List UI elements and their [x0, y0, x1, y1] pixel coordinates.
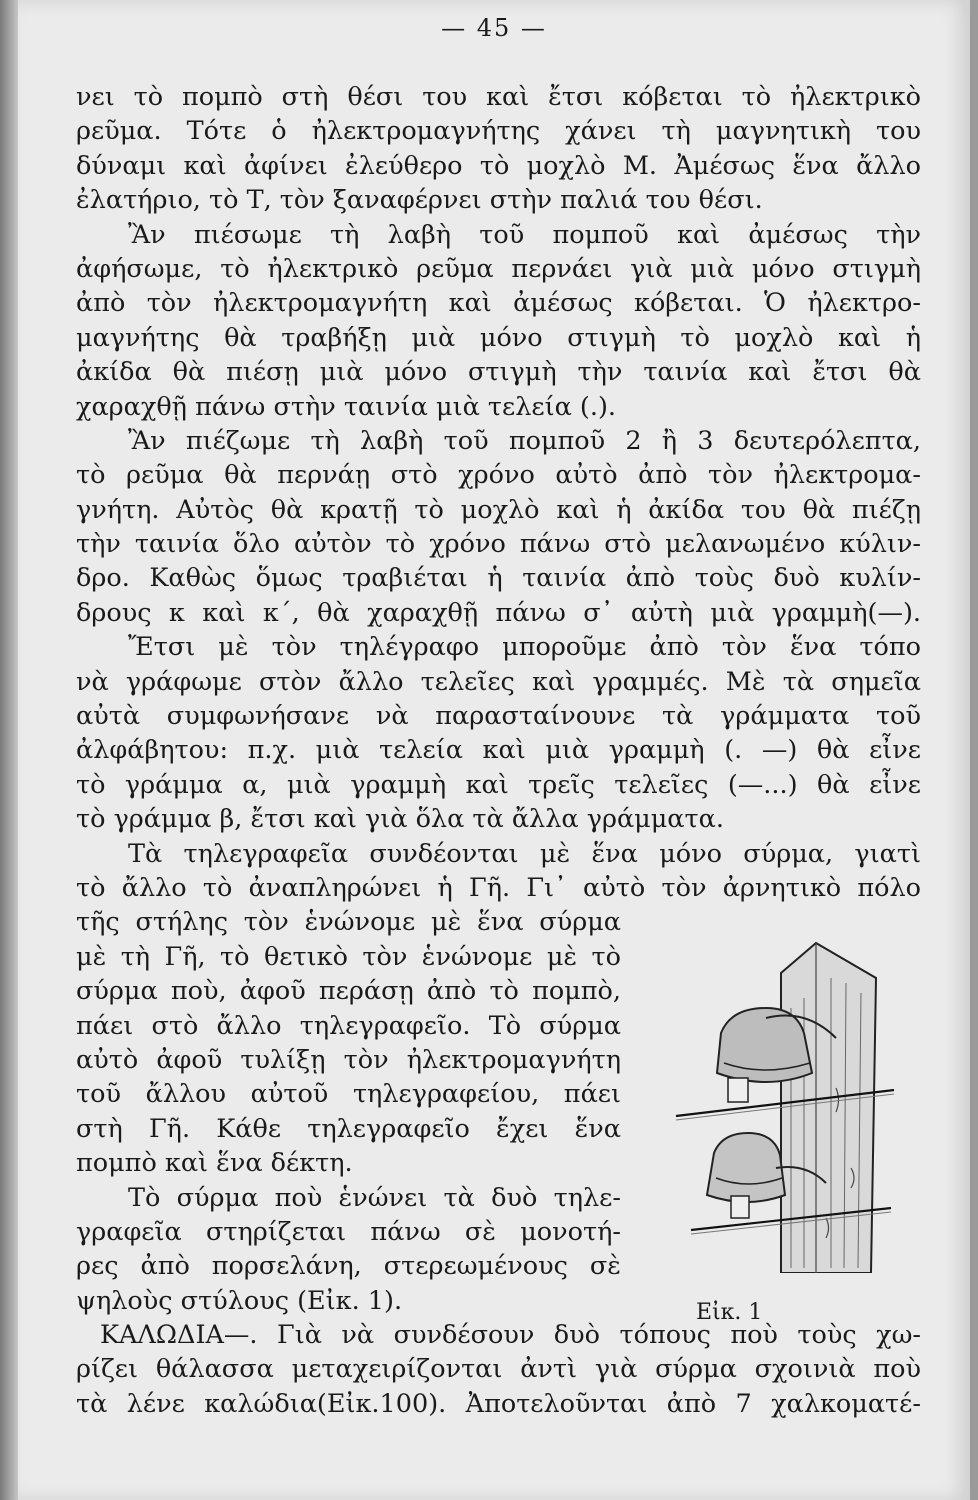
text-line: Ἔτσι μὲ τὸν τηλέγραφο μποροῦμε ἀπὸ τὸν ἕνα τόπο [128, 632, 921, 663]
text-line: δρους κ καὶ κ΄, θὰ χαραχθῇ πάνω σ᾿ αὐτὴ μιὰ γραμμὴ(—). [76, 597, 921, 628]
text-line: ΚΑΛΩΔΙΑ—. Γιὰ νὰ συνδέσουν δυὸ τόπους ποὺ τοὺς χω- [100, 1320, 921, 1351]
text-line: ἀλφάβητου: π.χ. μιὰ τελεία καὶ μιὰ γραμμὴ (. —) θὰ εἶνε [76, 735, 921, 766]
text-line: δρο. Καθὼς ὅμως τραβιέται ἡ ταινία ἀπὸ τοὺς δυὸ κυλίν- [76, 563, 921, 594]
book-page [18, 0, 970, 1500]
page-number: — 45 — [441, 14, 547, 42]
text-line: νει τὸ πομπὸ στὴ θέσι του καὶ ἔτσι κόβεται τὸ ἠλεκτρικὸ [76, 82, 921, 112]
text-line: μὲ τὴ Γῆ, τὸ θετικὸ τὸν ἑνώνομε μὲ τὸ [76, 941, 621, 972]
text-line: αὐτὰ συμφωνήσανε νὰ παρασταίνουνε τὰ γράμματα τοῦ [76, 701, 921, 732]
text-line: ρίζει θάλασσα μεταχειρίζονται ἀντὶ γιὰ σύρμα σχοινιὰ ποὺ [76, 1354, 921, 1385]
text-line: χαραχθῇ πάνω στὴν ταινία μιὰ τελεία (.). [76, 391, 617, 422]
text-line: αὐτὸ ἀφοῦ τυλίξῃ τὸν ἠλεκτρομαγνήτη [76, 1044, 621, 1075]
text-line: τὰ λένε καλώδια(Εἰκ.100). Ἀποτελοῦνται ἀπὸ 7 χαλκοματέ- [76, 1388, 921, 1419]
text-line: πομπὸ καὶ ἕνα δέκτη. [76, 1148, 353, 1179]
text-line: γνήτη. Αὐτὸς θὰ κρατῇ τὸ μοχλὸ καὶ ἡ ἀκίδα του θὰ πιέζῃ [76, 494, 921, 525]
text-line: ἐλατήριο, τὸ Τ, τὸν ξαναφέρνει στὴν παλιά του θέσι. [76, 185, 763, 216]
text-line: γραφεῖα στηρίζεται πάνω σὲ μονοτή- [76, 1216, 621, 1247]
text-line: ψηλοὺς στύλους (Εἰκ. 1). [76, 1285, 403, 1316]
text-line: νὰ γράφωμε στὸν ἄλλο τελεῖες καὶ γραμμές. Μὲ τὰ σημεῖα [76, 666, 921, 697]
text-line: Ἂν πιέσωμε τὴ λαβὴ τοῦ πομποῦ καὶ ἀμέσως τὴν [128, 219, 921, 250]
text-line: ἀφήσωμε, τὸ ἠλεκτρικὸ ρεῦμα περνάει γιὰ μιὰ μόνο στιγμὴ [76, 253, 921, 284]
figure-caption: Εἰκ. 1 [696, 1300, 763, 1325]
text-line: Ἂν πιέζωμε τὴ λαβὴ τοῦ πομποῦ 2 ἢ 3 δευτερόλεπτα, [128, 425, 921, 456]
text-line: Τὸ σύρμα ποὺ ἑνώνει τὰ δυὸ τηλε- [128, 1182, 621, 1213]
text-line: ἀπὸ τὸν ἠλεκτρομαγνήτη καὶ ἀμέσως κόβεται. Ὁ ἠλεκτρο- [76, 288, 921, 319]
text-line: στὴ Γῆ. Κάθε τηλεγραφεῖο ἔχει ἕνα [76, 1113, 621, 1144]
telegraph-pole-figure [666, 938, 896, 1273]
text-line: ἀκίδα θὰ πιέσῃ μιὰ μόνο στιγμὴ τὴν ταινία καὶ ἔτσι θὰ [76, 357, 921, 388]
text-line: ρες ἀπὸ πορσελάνη, στερεωμένους σὲ [76, 1251, 621, 1282]
text-line: Τὰ τηλεγραφεῖα συνδέονται μὲ ἕνα μόνο σύρμα, γιατὶ [128, 838, 921, 869]
text-line: τὸ ρεῦμα θὰ περνάῃ στὸ χρόνο αὐτὸ ἀπὸ τὸν ἠλεκτρομα- [76, 460, 921, 491]
text-line: ρεῦμα. Τότε ὁ ἠλεκτρομαγνήτης χάνει τὴ μαγνητικὴ του [76, 116, 921, 147]
text-line: δύναμι καὶ ἀφίνει ἐλεύθερο τὸ μοχλὸ Μ. Ἀμέσως ἕνα ἄλλο [76, 150, 921, 181]
text-line: τὸ ἄλλο τὸ ἀναπληρώνει ἡ Γῆ. Γι᾿ αὐτὸ τὸν ἀρνητικὸ πόλο [76, 872, 921, 903]
text-line: τὸ γράμμα β, ἔτσι καὶ γιὰ ὅλα τὰ ἄλλα γράμματα. [76, 804, 724, 835]
text-line: τοῦ ἄλλου αὐτοῦ τηλεγραφείου, πάει [76, 1079, 621, 1110]
text-line: τῆς στήλης τὸν ἑνώνομε μὲ ἕνα σύρμα [76, 907, 621, 938]
text-line: πάει στὸ ἄλλο τηλεγραφεῖο. Τὸ σύρμα [76, 1010, 621, 1041]
text-line: τὴν ταινία ὅλο αὐτὸν τὸ χρόνο πάνω στὸ μελανωμένο κύλιν- [76, 529, 921, 560]
text-line: σύρμα ποὺ, ἀφοῦ περάσῃ ἀπὸ τὸ πομπὸ, [76, 976, 621, 1007]
text-line: τὸ γράμμα α, μιὰ γραμμὴ καὶ τρεῖς τελεῖες (—...) θὰ εἶνε [76, 769, 921, 800]
text-line: μαγνήτης θὰ τραβήξῃ μιὰ μόνο στιγμὴ τὸ μοχλὸ καὶ ἡ [76, 322, 921, 353]
